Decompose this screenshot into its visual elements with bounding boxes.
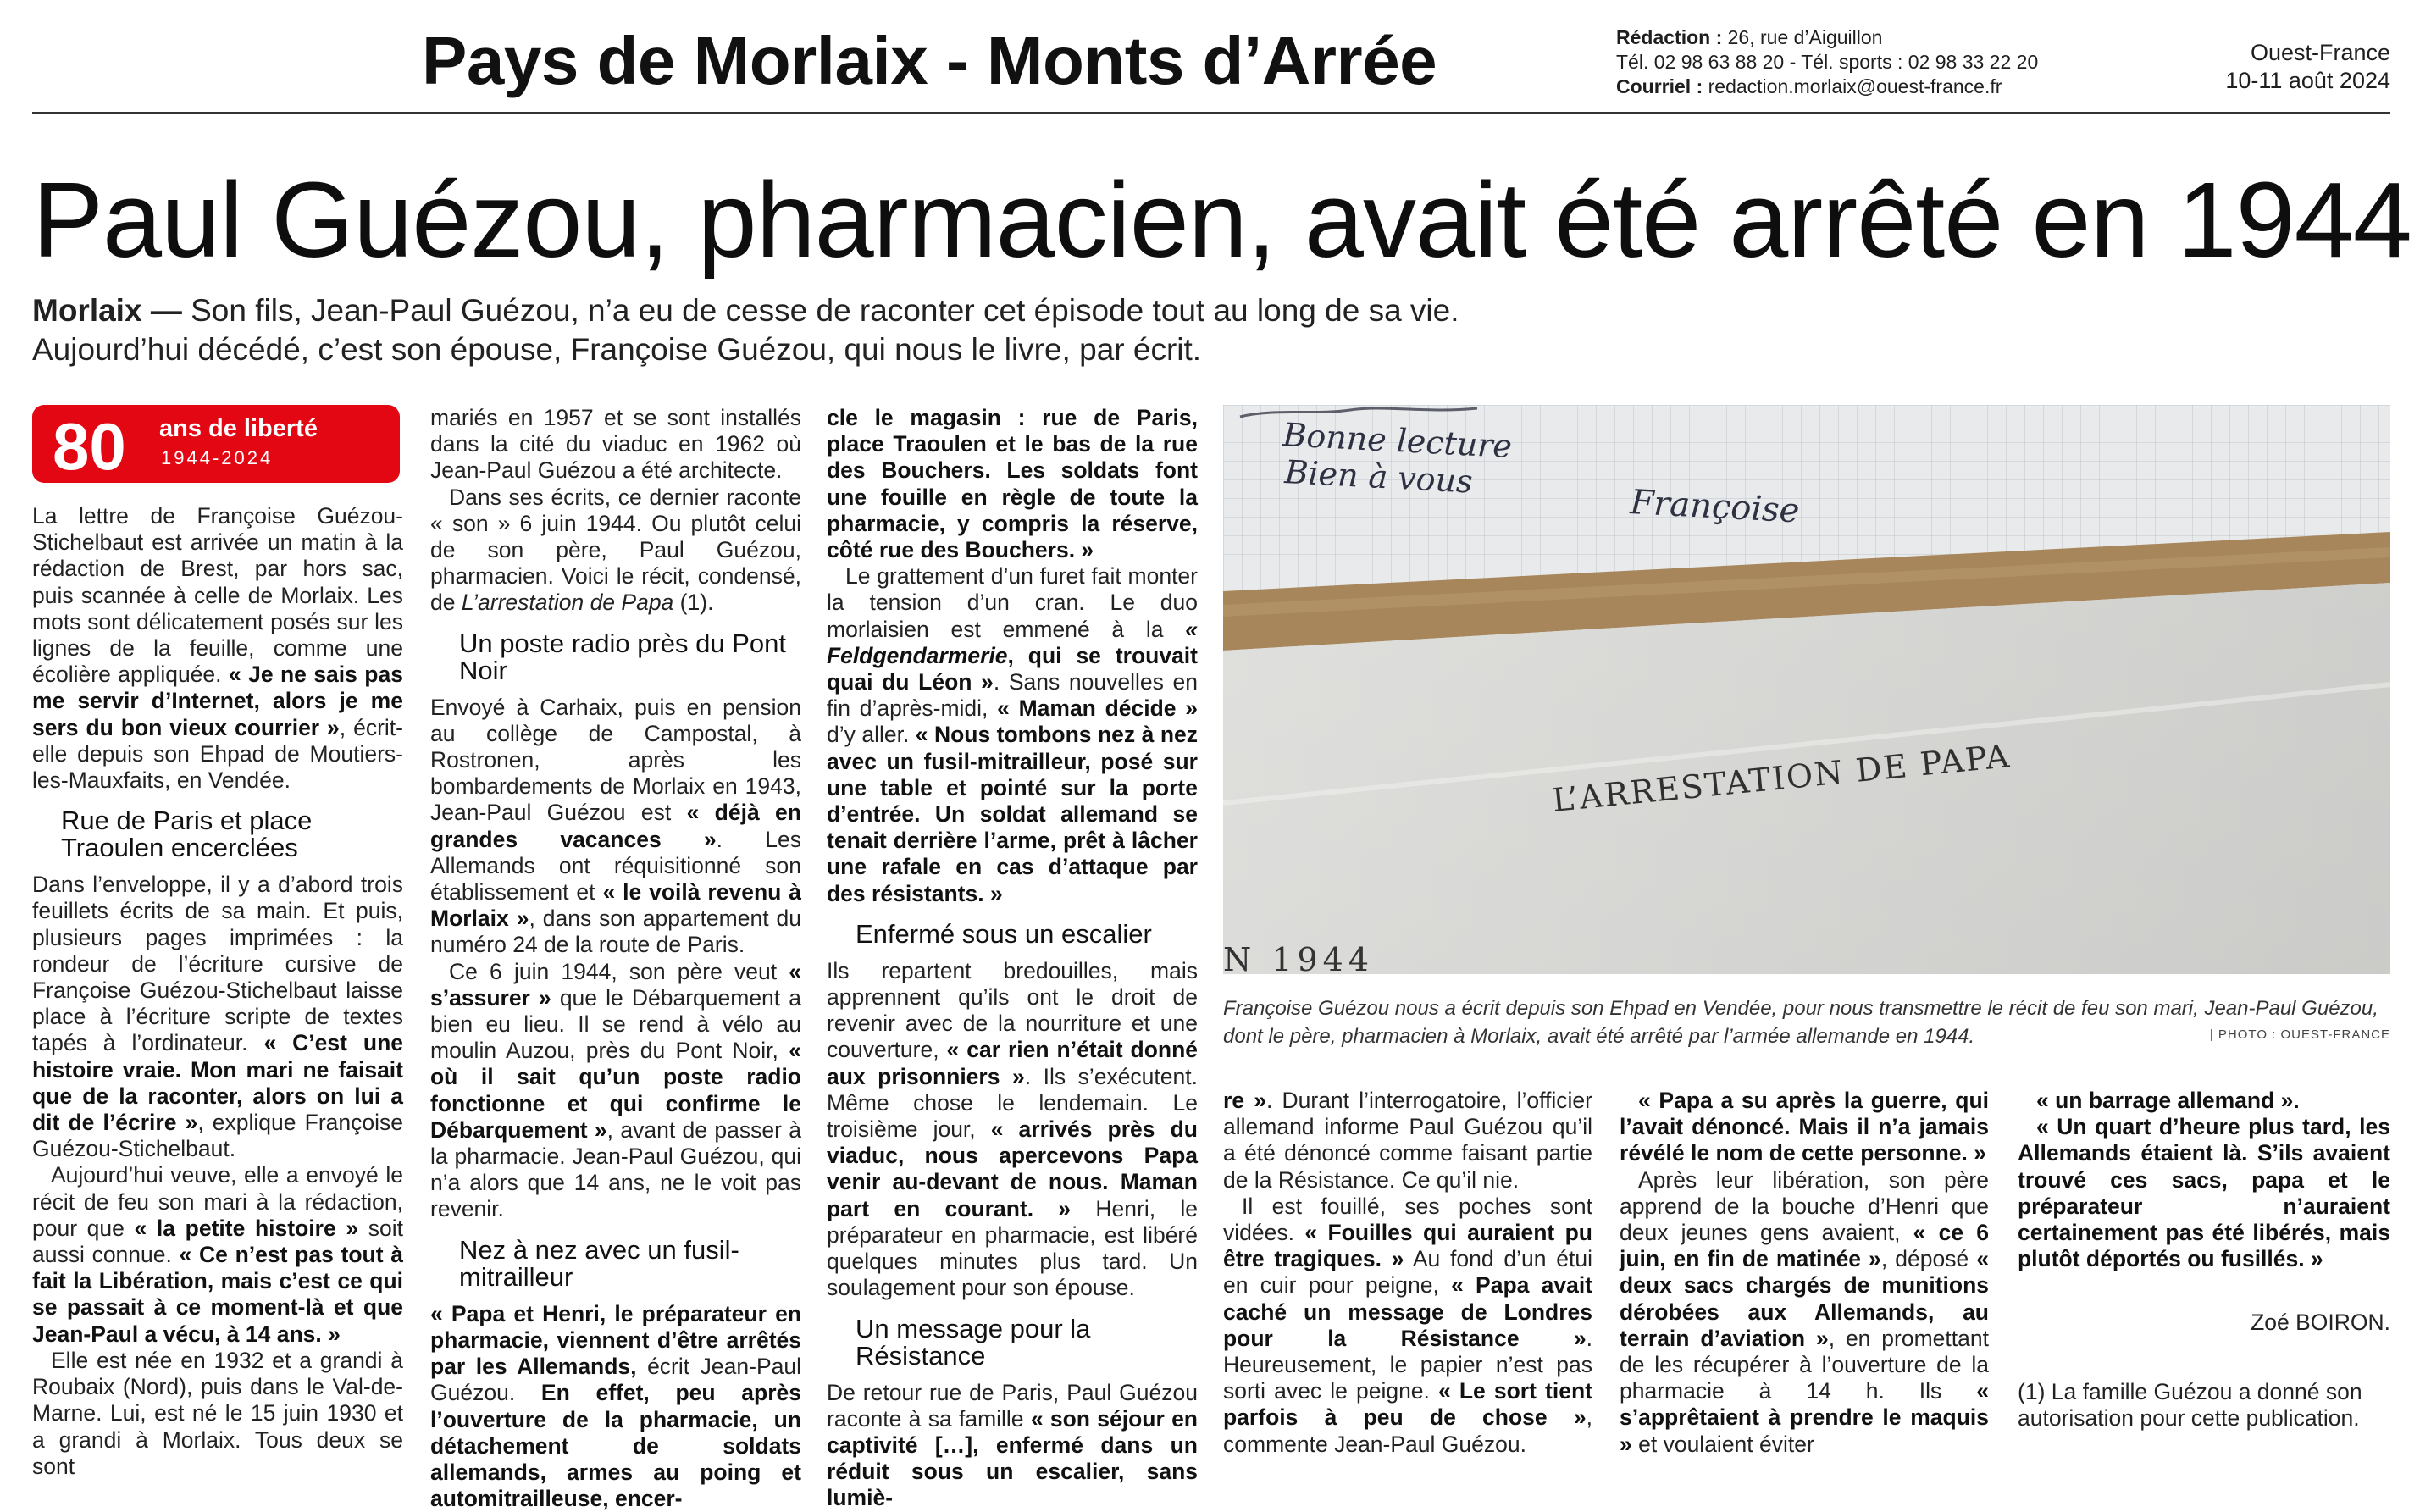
handwriting-line: Bonne lecture [1282, 416, 1514, 466]
headline: Paul Guézou, pharmacien, avait été arrêté en 1944 [32, 160, 2412, 280]
subhead: Un message pour la Résistance [856, 1313, 1091, 1371]
publication-name: Ouest-France [2250, 40, 2390, 65]
body-paragraph: Aujourd’hui veuve, elle a envoyé le récit de feu son mari à la rédaction, pour que « la petite histoire » soit aussi connue. « Ce n’est pas tout à fait la Libération, mais c’est ce qui se passait à ce moment-là et que Jean-Paul a vécu, à 14 ans. » [32, 1162, 403, 1347]
body-paragraph: re ». Durant l’interrogatoire, l’officier allemand informe Paul Guézou qu’il a été dénoncé comme faisant partie de la Résistance. Ce qu’il nie. [1223, 1088, 1592, 1193]
badge-title: ans de liberté [159, 415, 318, 442]
dateline-place: Morlaix — [32, 293, 182, 328]
badge-years: 1944-2024 [161, 447, 274, 468]
article-photo [1223, 405, 2390, 974]
letter-photo-illustration [1223, 405, 2390, 974]
publication-block [2225, 39, 2390, 95]
body-paragraph: Envoyé à Carhaix, puis en pension au collège de Campostal, à Rostronen, après les bombardements de Morlaix en 1943, Jean-Paul Guézou est « déjà en grandes vacances ». Les Allemands ont réquisitionné son établissement et « le voilà revenu à Morlaix », dans son appartement du numéro 24 de la route de Paris. [430, 694, 802, 958]
anniversary-badge [32, 405, 400, 483]
article-column-4 [1223, 1088, 1592, 1458]
body-paragraph: Dans ses écrits, ce dernier raconte « son » 6 juin 1944. Ou plutôt celui de son père, Paul Guézou, pharmacien. Voici le récit, condensé, de L’arrestation de Papa (1). [430, 484, 801, 616]
footnote: (1) La famille Guézou a donné son autorisation pour cette publication. [2018, 1378, 2362, 1431]
handwriting-line: Bien à vous [1283, 453, 1474, 501]
body-paragraph: Le grattement d’un furet fait monter la tension d’un cran. Le duo morlaisien est emmené à la « Feldgendarmerie, qui se trouvait quai du Léon ». Sans nouvelles en fin d’après-midi, « Maman décide » d’y aller. « Nous tombons nez à nez avec un fusil-mitrailleur, posé sur une table et pointé sur la porte d’entrée. Un soldat allemand se tenait derrière l’arme, prêt à lâcher une rafale en cas d’attaque par des résistants. » [827, 563, 1198, 906]
body-paragraph: Dans l’enveloppe, il y a d’abord trois feuillets écrits de sa main. Et puis, plusieurs pages imprimées : la rondeur de l’écriture cursive de Françoise Guézou-Stichelbaut laisse place à l’écriture scripte de textes tapés à l’ordinateur. « C’est une histoire vraie. Mon mari ne faisait que de la raconter, alors on lui a dit de l’écrire », explique Françoise Guézou-Stichelbaut. [32, 872, 403, 1162]
article-column-5 [1620, 1088, 1989, 1458]
handwriting-signature: Françoise [1629, 483, 1801, 531]
redaction-line: Rédaction : 26, rue d’Aiguillon [1616, 26, 1883, 48]
svg-text:80: 80 [53, 409, 126, 479]
email-link[interactable]: redaction.morlaix@ouest-france.fr [1708, 75, 2002, 97]
header-rule [32, 112, 2390, 114]
subhead: Rue de Paris et place Traoulen encerclées [61, 806, 313, 863]
photo-caption: Françoise Guézou nous a écrit depuis son Ehpad en Vendée, pour nous transmettre le récit de feu son mari, Jean-Paul Guézou, dont le père, pharmacien à Morlaix, avait été arrêté par l’armée allemande en 1944. [1223, 997, 2378, 1048]
phone-line: Tél. 02 98 63 88 20 - Tél. sports : 02 98 33 22 20 [1616, 51, 2039, 73]
body-paragraph: Il est fouillé, ses poches sont vidées. « Fouilles qui auraient pu être tragiques. » Au fond d’un étui en cuir pour peigne, « Papa avait caché un message de Londres pour la Résistance ». Heureusement, le papier n’est pas sorti avec le peigne. « Le sort tient parfois à peu de chose », commente Jean-Paul Guézou. [1223, 1193, 1593, 1457]
eighty-logo-icon [47, 408, 149, 479]
body-paragraph: cle le magasin : rue de Paris, place Traoulen et le bas de la rue des Bouchers. Les soldats font une fouille en règle de toute la pharmacie, y compris la réserve, côté rue des Bouchers. » [827, 405, 1198, 563]
body-paragraph: « Papa et Henri, le préparateur en pharmacie, viennent d’être arrêtés par les Allemands, écrit Jean-Paul Guézou. En effet, peu après l’ouverture de la pharmacie, un détachement de soldats allemands, armes au poing et automitrailleuse, encer- [430, 1300, 801, 1512]
contact-block [1616, 25, 2038, 99]
article-column-2 [430, 405, 801, 1512]
article-column-6 [2018, 1088, 2390, 1432]
page-fragment-text: N 1944 [1223, 941, 1375, 974]
body-paragraph: De retour rue de Paris, Paul Guézou raconte à sa famille « son séjour en captivité […], enfermé dans un réduit sous un escalier, sans lumiè- [827, 1379, 1198, 1511]
section-title: Pays de Morlaix - Monts d’Arrée [422, 23, 1437, 98]
lead-paragraph: Morlaix — Son fils, Jean-Paul Guézou, n’a eu de cesse de raconter cet épisode tout au long de sa vie. Aujourd’hui décédé, c’est son épouse, Françoise Guézou, qui nous le livre, par écrit. [32, 293, 1459, 367]
author-signature: Zoé BOIRON. [2251, 1310, 2390, 1336]
body-paragraph: « Un quart d’heure plus tard, les Allemands étaient là. S’ils avaient trouvé ces sacs, papa et le préparateur n’auraient certainement pas été libérés, mais plutôt déportés ou fusillés. » [2018, 1114, 2390, 1272]
subhead: Un poste radio près du Pont Noir [459, 628, 787, 685]
body-paragraph: Elle est née en 1932 et a grandi à Roubaix (Nord), puis dans le Val-de-Marne. Lui, est né le 15 juin 1930 et a grandi à Morlaix. Tous deux se sont [32, 1347, 403, 1479]
photo-credit: | PHOTO : OUEST-FRANCE [2209, 1027, 2390, 1042]
publication-date: 10-11 août 2024 [2225, 68, 2390, 93]
body-paragraph: La lettre de Françoise Guézou-Stichelbaut est arrivée un matin à la rédaction de Brest, par hors sac, puis scannée à celle de Morlaix. Les mots sont délicatement posés sur les lignes de la feuille, comme une écolière appliquée. « Je ne sais pas me servir d’Internet, alors je me sers du bon vieux courrier », écrit-elle depuis son Ehpad de Moutiers-les-Mauxfaits, en Vendée. [32, 503, 403, 794]
body-paragraph: Après leur libération, son père apprend de la bouche d’Henri que deux jeunes gens avaient, « ce 6 juin, en fin de matinée », déposé « deux sacs chargés de munitions dérobées aux Allemands, au terrain d’aviation », en promettant de les récupérer à l’ouverture de la pharmacie à 14 h. Ils « s’apprêtaient à prendre le maquis » et voulaient éviter [1620, 1166, 1990, 1457]
body-paragraph: « un barrage allemand ». [2036, 1088, 2300, 1113]
body-paragraph: mariés en 1957 et se sont installés dans la cité du viaduc en 1962 où Jean-Paul Guézou a été architecte. [430, 405, 801, 484]
body-paragraph: Ce 6 juin 1944, son père veut « s’assurer » que le Débarquement a bien eu lieu. Il se rend à vélo au moulin Auzou, près du Pont Noir, « où il sait qu’un poste radio fonctionne et qui confirme le Débarquement », avant de passer à la pharmacie. Jean-Paul Guézou, qui n’a alors que 14 ans, ne le voit pas revenir. [430, 958, 802, 1222]
body-paragraph: Ils repartent bredouilles, mais apprennent qu’ils ont le droit de revenir avec de la nourriture et une couverture, « car rien n’était donné aux prisonniers ». Ils s’exécutent. Même chose le lendemain. Le troisième jour, « arrivés près du viaduc, nous apercevons Papa venir au-devant de nous. Maman part en courant. » Henri, le préparateur en pharmacie, est libéré quelques minutes plus tard. Un soulagement pour son épouse. [827, 957, 1198, 1301]
stamp-title: L’ARRESTATION DE PAPA [1550, 737, 2013, 819]
courriel-line: Courriel : redaction.morlaix@ouest-france.fr [1616, 75, 2002, 97]
body-paragraph: « Papa a su après la guerre, qui l’avait dénoncé. Mais il n’a jamais révélé le nom de cette personne. » [1620, 1088, 1989, 1166]
article-column-3 [827, 405, 1198, 1512]
subhead: Nez à nez avec un fusil-mitrailleur [459, 1234, 739, 1292]
article-column-1 [32, 503, 403, 1480]
subhead: Enfermé sous un escalier [856, 918, 1152, 949]
